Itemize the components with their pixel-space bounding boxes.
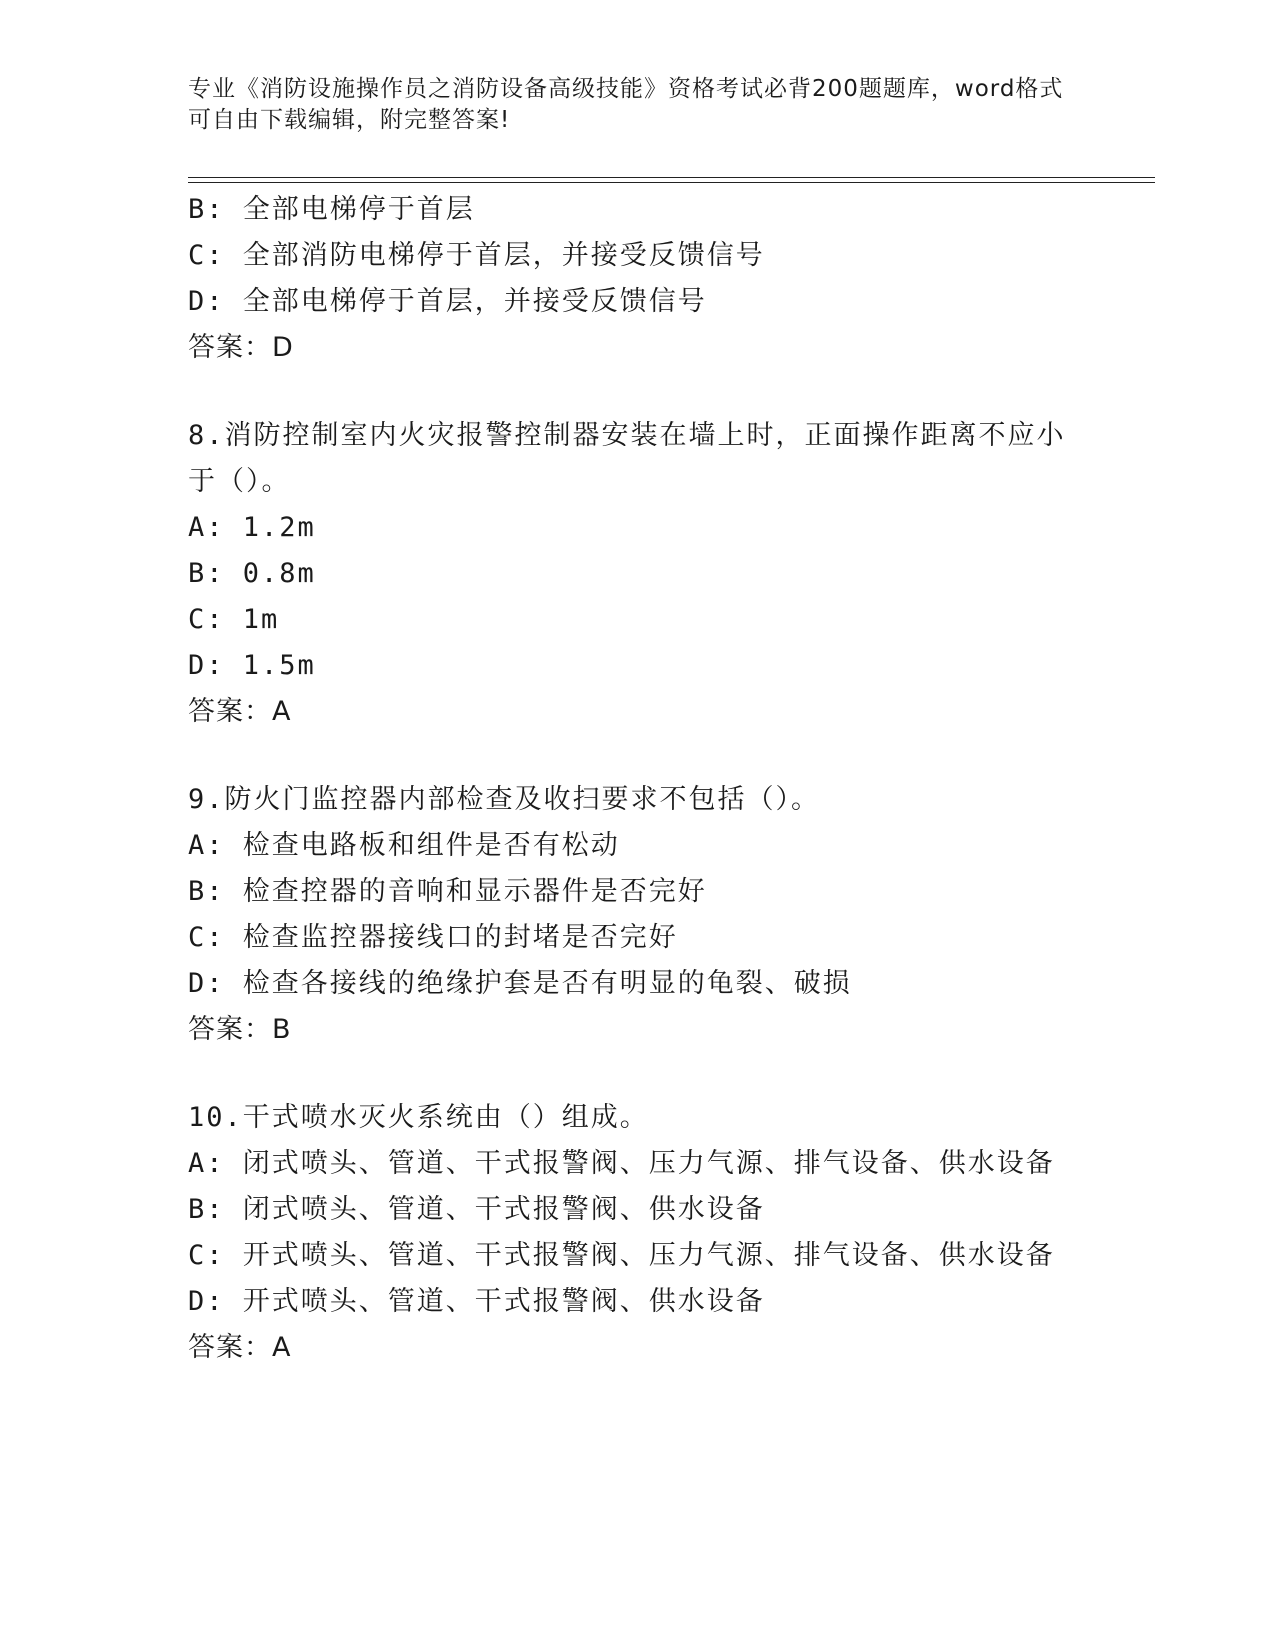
option-c: C: 检查监控器接线口的封堵是否完好 [188,922,678,953]
option-d: D: 1.5m [188,650,316,681]
option-c: C: 全部消防电梯停于首层，并接受反馈信号 [188,240,765,271]
option-b: B: 闭式喷头、管道、干式报警阀、供水设备 [188,1194,765,1225]
header-divider-bottom [188,182,1155,183]
option-b: B: 全部电梯停于首层 [188,194,475,225]
option-b: B: 0.8m [188,558,316,589]
document-body [188,187,1088,1371]
option-b: B: 检查控器的音响和显示器件是否完好 [188,876,707,907]
option-c: C: 开式喷头、管道、干式报警阀、压力气源、排气设备、供水设备 [188,1240,1055,1271]
question-block-8 [188,413,1088,735]
question-block-10 [188,1095,1088,1371]
option-c: C: 1m [188,604,280,635]
question-block-9 [188,777,1088,1053]
option-a: A: 闭式喷头、管道、干式报警阀、压力气源、排气设备、供水设备 [188,1148,1055,1179]
document-header: 专业《消防设施操作员之消防设备高级技能》资格考试必背200题题库，word格式可自由下载编辑，附完整答案! [188,76,1064,133]
question-stem: 8.消防控制室内火灾报警控制器安装在墙上时，正面操作距离不应小于（）。 [188,420,1066,497]
answer-line: 答案：B [188,1014,292,1045]
option-a: A: 检查电路板和组件是否有松动 [188,830,620,861]
option-d: D: 开式喷头、管道、干式报警阀、供水设备 [188,1286,765,1317]
question-stem: 9.防火门监控器内部检查及收扫要求不包括（）。 [188,784,821,815]
question-block-7 [188,187,1088,371]
answer-line: 答案：A [188,1332,292,1363]
option-d: D: 全部电梯停于首层，并接受反馈信号 [188,286,707,317]
answer-line: 答案：D [188,332,294,363]
answer-line: 答案：A [188,696,292,727]
question-stem: 10.干式喷水灭火系统由（）组成。 [188,1102,649,1133]
header-divider-top [188,177,1155,178]
option-d: D: 检查各接线的绝缘护套是否有明显的龟裂、破损 [188,968,852,999]
option-a: A: 1.2m [188,512,316,543]
